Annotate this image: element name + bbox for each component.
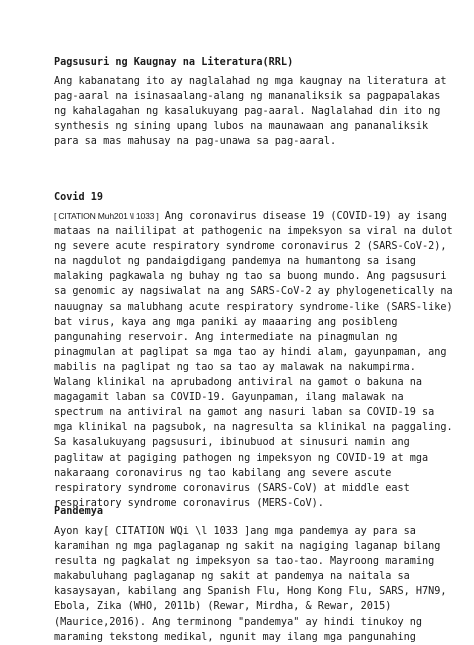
paragraph-line: pangunahing reservoir. Ang intermediate na pinagmulan ng	[54, 331, 398, 343]
paragraph-line: pag-aaral na isinasaalang-alang ng mananaliksik sa pagpapalakas	[54, 91, 441, 103]
paragraph-line: mabilis na paglipat ng tao sa tao ay malawak na nakumpirma.	[54, 361, 416, 373]
paragraph-line: Ayon kay[ CITATION WQi \l 1033 ]ang mga pandemya ay para sa	[54, 526, 416, 537]
paragraph-line: spectrum na antiviral na gamot ang nasuri laban sa COVID-19 sa	[54, 407, 435, 419]
paragraph-line: nauugnay sa malubhang acute respiratory syndrome-like (SARS-like)	[54, 301, 453, 313]
citation: [ CITATION Muh201 \l 1033 ]	[54, 211, 159, 221]
rrl-heading: Pagsusuri ng Kaugnay na Literatura(RRL)	[54, 57, 294, 68]
paragraph-line: na nagdulot ng pandaigdigang pandemya na humantong sa isang	[54, 256, 416, 268]
paragraph-line: respiratory syndrome coronavirus (MERS-CoV).	[54, 497, 324, 509]
paragraph-line: Ang kabanatang ito ay naglalahad ng mga kaugnay na literatura at	[54, 76, 447, 87]
paragraph-line: malaking pagkawala ng buhay ng tao sa buong mundo. Ang pagsusuri	[54, 271, 447, 283]
paragraph-text: Ang coronavirus disease 19 (COVID-19) ay isang	[158, 211, 447, 222]
paragraph-line: Walang klinikal na aprubadong antiviral na gamot o bakuna na	[54, 377, 423, 389]
pandemya-heading: Pandemya	[54, 506, 104, 517]
pandemya-paragraph	[54, 524, 447, 645]
paragraph-line: pinagmulan at paglipat sa mga tao ay hindi alam, gayunpaman, ang	[54, 346, 447, 358]
rrl-paragraph	[54, 74, 447, 149]
paragraph-line: nakaraang coronavirus ng tao kabilang ang severe ascute	[54, 467, 392, 479]
paragraph-line: sa genomic ay nagsiwalat na ang SARS-CoV-2 ay phylogenetically na	[54, 286, 453, 298]
paragraph-line	[54, 209, 447, 224]
covid-paragraph	[54, 209, 453, 511]
paragraph-line: paglitaw at pagiging pathogen ng impeksyon ng COVID-19 at mga	[54, 452, 429, 464]
paragraph-line: ng kahalagahan ng kasalukuyang pag-aaral. Naglalahad din ito ng	[54, 106, 441, 118]
paragraph-line: karamihan ng mga paglaganap ng sakit na nagiging laganap bilang	[54, 541, 441, 553]
paragraph-line: Ebola, Zika (WHO, 2011b) (Rewar, Mirdha, & Rewar, 2015)	[54, 601, 392, 613]
paragraph-line: mataas na naililipat at pathogenic na impeksyon sa viral na dulot	[54, 226, 453, 238]
paragraph-line: synthesis ng sining upang lubos na maunawaan ang pananaliksik	[54, 121, 429, 133]
paragraph-line: mga klinikal na pagsubok, na nagresulta sa klinikal na paggaling.	[54, 422, 453, 434]
paragraph-line: bat virus, kaya ang mga paniki ay maaaring ang posibleng	[54, 316, 398, 328]
covid-heading: Covid 19	[54, 192, 104, 203]
paragraph-line: resulta ng pagkalat ng impeksyon sa tao-tao. Mayroong maraming	[54, 556, 435, 568]
paragraph-line: makabuluhang paglaganap ng sakit at pandemya na naitala sa	[54, 571, 410, 583]
paragraph-line: para sa mas mahusay na pag-unawa sa pag-aaral.	[54, 136, 337, 148]
paragraph-line: Sa kasalukuyang pagsusuri, ibinubuod at sinusuri namin ang	[54, 437, 410, 449]
paragraph-line: magagamit laban sa COVID-19. Gayunpaman, ilang malawak na	[54, 392, 404, 404]
paragraph-line: (Maurice,2016). Ang terminong "pandemya" ay hindi tinukoy ng	[54, 616, 423, 628]
paragraph-line: respiratory syndrome coronavirus (SARS-CoV) at middle east	[54, 482, 410, 494]
paragraph-line: kasaysayan, kabilang ang Spanish Flu, Hong Kong Flu, SARS, H7N9,	[54, 586, 447, 598]
paragraph-line: ng severe acute respiratory syndrome coronavirus 2 (SARS-CoV-2),	[54, 241, 447, 253]
paragraph-line: maraming tekstong medikal, ngunit may ilang mga pangunahing	[54, 631, 416, 643]
